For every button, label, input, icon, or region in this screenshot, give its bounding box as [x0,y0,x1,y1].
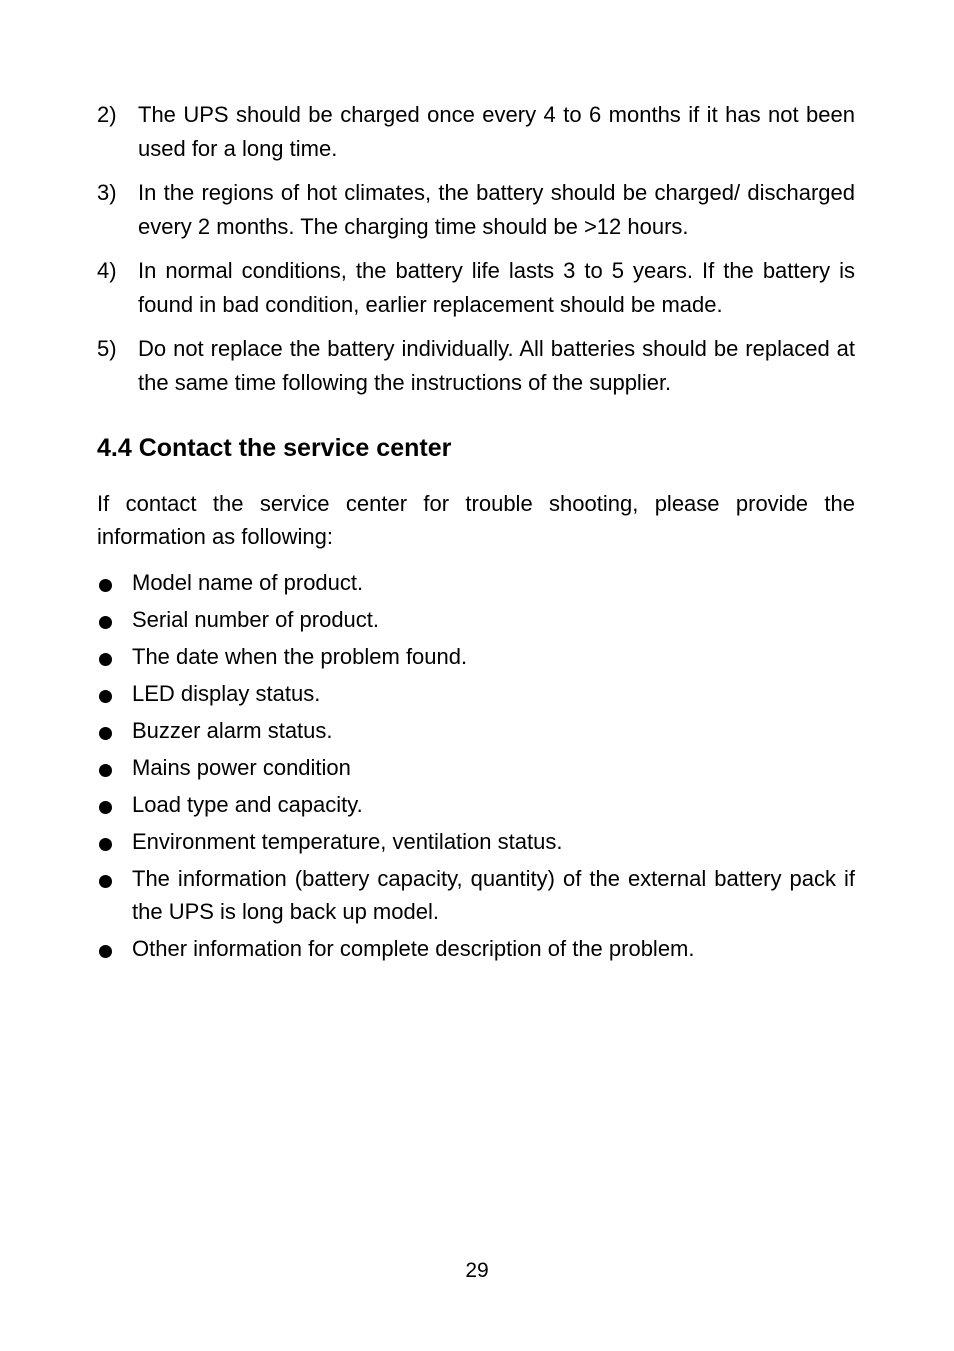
bullet-item [97,677,855,710]
bullet-dot-icon [99,764,112,777]
bullet-text: Buzzer alarm status. [132,718,333,743]
bullet-item [97,825,855,858]
list-item [97,332,855,400]
bullet-dot-icon [99,653,112,666]
bullet-dot-icon [99,579,112,592]
page-number: 29 [465,1259,489,1282]
list-marker: 3) [97,180,117,205]
bullet-text: The information (battery capacity, quantity) of the external battery pack if the UPS is long back up model. [132,866,855,924]
bullet-dot-icon [99,838,112,851]
bullet-dot-icon [99,690,112,703]
list-item [97,176,855,244]
list-marker: 2) [97,102,117,127]
bullet-text: LED display status. [132,681,321,706]
list-item-text: The UPS should be charged once every 4 to 6 months if it has not been used for a long time. [138,102,855,161]
bullet-item [97,640,855,673]
section-intro: If contact the service center for trouble shooting, please provide the information as following: [97,491,855,549]
section-heading: 4.4 Contact the service center [97,434,452,462]
list-item-text: In normal conditions, the battery life lasts 3 to 5 years. If the battery is found in bad condition, earlier replacement should be made. [138,258,855,317]
bullet-item [97,862,855,928]
bullet-item [97,714,855,747]
bullet-text: Model name of product. [132,570,364,595]
bullet-dot-icon [99,727,112,740]
list-marker: 4) [97,258,117,283]
bullet-text: The date when the problem found. [132,644,468,669]
bullet-dot-icon [99,875,112,888]
list-item [97,98,855,166]
list-item-text: Do not replace the battery individually. All batteries should be replaced at the same time following the instructions of the supplier. [138,336,855,395]
bullet-item [97,751,855,784]
bullet-list [97,566,855,965]
bullet-text: Load type and capacity. [132,792,363,817]
bullet-item [97,788,855,821]
bullet-text: Environment temperature, ventilation status. [132,829,563,854]
bullet-item [97,566,855,599]
document-page [97,98,855,969]
numbered-list [97,98,855,400]
bullet-item [97,932,855,965]
list-item [97,254,855,322]
list-marker: 5) [97,336,117,361]
bullet-dot-icon [99,801,112,814]
list-item-text: In the regions of hot climates, the battery should be charged/ discharged every 2 months. The charging time should be >12 hours. [138,180,855,239]
bullet-text: Other information for complete description of the problem. [132,936,695,961]
bullet-item [97,603,855,636]
bullet-text: Mains power condition [132,755,351,780]
bullet-dot-icon [99,616,112,629]
bullet-dot-icon [99,945,112,958]
bullet-text: Serial number of product. [132,607,380,632]
